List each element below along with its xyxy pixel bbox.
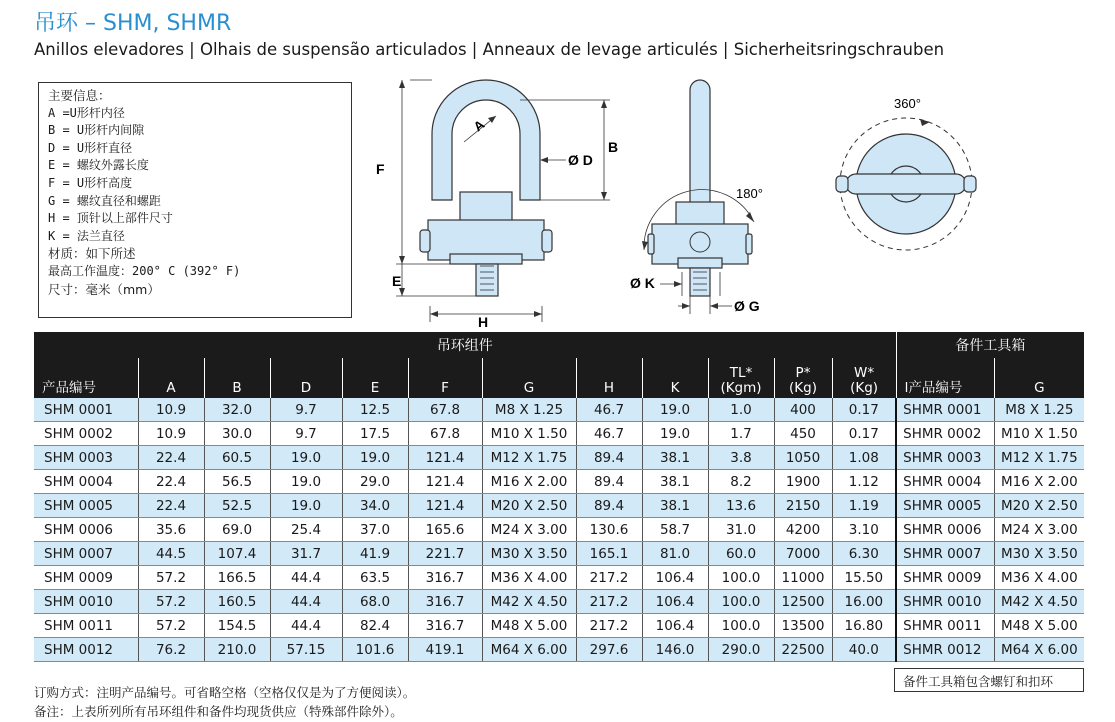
table-cell: 17.5 (342, 422, 408, 446)
table-cell: 121.4 (408, 470, 482, 494)
table-cell: 19.0 (642, 422, 708, 446)
table-cell: 210.0 (204, 638, 270, 662)
column-header: B (204, 358, 270, 398)
table-cell: 38.1 (642, 446, 708, 470)
table-cell: 217.2 (576, 614, 642, 638)
table-row (34, 470, 1084, 494)
table-cell: SHM 0004 (34, 470, 138, 494)
table-cell: SHMR 0009 (896, 566, 994, 590)
table-cell: SHM 0006 (34, 518, 138, 542)
table-cell: M30 X 3.50 (482, 542, 576, 566)
table-cell: 16.80 (832, 614, 896, 638)
legend-heading: 主要信息： (48, 88, 111, 103)
table-cell: 38.1 (642, 494, 708, 518)
table-cell: 19.0 (642, 398, 708, 422)
table-cell: SHM 0001 (34, 398, 138, 422)
table-cell: M42 X 4.50 (482, 590, 576, 614)
table-cell: SHM 0010 (34, 590, 138, 614)
table-cell: 221.7 (408, 542, 482, 566)
table-cell: M10 X 1.50 (482, 422, 576, 446)
angle-label-180: 180° (736, 186, 763, 201)
table-cell: 419.1 (408, 638, 482, 662)
table-row (34, 494, 1084, 518)
table-cell: 19.0 (270, 470, 342, 494)
table-cell: SHMR 0007 (896, 542, 994, 566)
column-header: D (270, 358, 342, 398)
table-cell: M48 X 5.00 (994, 614, 1084, 638)
legend-item: G = 螺纹直径和螺距 (48, 193, 161, 208)
dim-label-E: E (392, 273, 402, 289)
table-cell: 3.10 (832, 518, 896, 542)
table-cell: 13500 (774, 614, 832, 638)
table-cell: 63.5 (342, 566, 408, 590)
table-cell: 81.0 (642, 542, 708, 566)
table-cell: 19.0 (270, 494, 342, 518)
table-cell: 57.2 (138, 566, 204, 590)
table-cell: 15.50 (832, 566, 896, 590)
table-cell: 57.2 (138, 590, 204, 614)
table-cell: 89.4 (576, 446, 642, 470)
table-cell: SHMR 0001 (896, 398, 994, 422)
column-header: K (642, 358, 708, 398)
column-header: H (576, 358, 642, 398)
table-cell: 1900 (774, 470, 832, 494)
table-cell: 60.0 (708, 542, 774, 566)
table-cell: 316.7 (408, 590, 482, 614)
table-cell: 316.7 (408, 614, 482, 638)
table-cell: 16.00 (832, 590, 896, 614)
table-cell: 217.2 (576, 566, 642, 590)
table-cell: M20 X 2.50 (482, 494, 576, 518)
table-cell: 450 (774, 422, 832, 446)
order-note: 订购方式：注明产品编号。可省略空格（空格仅仅是为了方便阅读）。 (34, 685, 416, 700)
group-header-assembly: 吊环组件 (34, 332, 896, 358)
table-cell: M16 X 2.00 (482, 470, 576, 494)
table-cell: M64 X 6.00 (994, 638, 1084, 662)
table-row (34, 398, 1084, 422)
table-cell: 30.0 (204, 422, 270, 446)
column-header: 产品编号 (34, 358, 138, 398)
table-cell: M10 X 1.50 (994, 422, 1084, 446)
table-cell: SHMR 0002 (896, 422, 994, 446)
table-cell: M12 X 1.75 (482, 446, 576, 470)
table-cell: 58.7 (642, 518, 708, 542)
table-cell: 44.4 (270, 590, 342, 614)
legend-item: K = 法兰直径 (48, 228, 125, 243)
table-cell: 89.4 (576, 494, 642, 518)
table-cell: 1050 (774, 446, 832, 470)
side-view-drawing (630, 74, 790, 330)
table-cell: 46.7 (576, 422, 642, 446)
table-cell: SHM 0005 (34, 494, 138, 518)
table-cell: 25.4 (270, 518, 342, 542)
table-cell: 19.0 (342, 446, 408, 470)
table-cell: 35.6 (138, 518, 204, 542)
table-cell: 165.1 (576, 542, 642, 566)
legend-item: F = U形杆高度 (48, 175, 133, 190)
legend-item: H = 顶针以上部件尺寸 (48, 211, 173, 226)
table-row (34, 422, 1084, 446)
table-cell: SHMR 0011 (896, 614, 994, 638)
table-cell: 101.6 (342, 638, 408, 662)
dim-label-A: A (470, 116, 488, 135)
table-cell: 32.0 (204, 398, 270, 422)
dim-label-G: Ø G (734, 298, 760, 314)
column-header: TL* (Kgm) (708, 358, 774, 398)
table-cell: SHM 0002 (34, 422, 138, 446)
table-cell: 1.0 (708, 398, 774, 422)
table-cell: 0.17 (832, 422, 896, 446)
table-cell: 106.4 (642, 566, 708, 590)
table-cell: 9.7 (270, 422, 342, 446)
table-cell: 13.6 (708, 494, 774, 518)
table-cell: SHM 0003 (34, 446, 138, 470)
table-cell: 1.7 (708, 422, 774, 446)
legend-item: B = U形杆内间隙 (48, 123, 145, 138)
table-cell: SHM 0011 (34, 614, 138, 638)
legend-max-temp: 最高工作温度：200° C (392° F) (48, 263, 241, 278)
table-cell: SHMR 0006 (896, 518, 994, 542)
table-cell: 56.5 (204, 470, 270, 494)
table-cell: 57.2 (138, 614, 204, 638)
table-cell: 44.5 (138, 542, 204, 566)
table-cell: 22.4 (138, 494, 204, 518)
remark-note: 备注：上表所列所有吊环组件和备件均现货供应（特殊部件除外）。 (34, 704, 403, 719)
spec-table (34, 332, 1084, 662)
table-cell: 31.7 (270, 542, 342, 566)
column-header: P* (Kg) (774, 358, 832, 398)
table-cell: M36 X 4.00 (482, 566, 576, 590)
table-row (34, 518, 1084, 542)
table-cell: 107.4 (204, 542, 270, 566)
dim-label-B: B (608, 139, 619, 155)
table-cell: M42 X 4.50 (994, 590, 1084, 614)
table-cell: 22500 (774, 638, 832, 662)
table-cell: 46.7 (576, 398, 642, 422)
table-row (34, 542, 1084, 566)
table-row (34, 638, 1084, 662)
table-cell: 1.12 (832, 470, 896, 494)
page-title: 吊环 – SHM, SHMR (34, 11, 232, 36)
table-cell: 10.9 (138, 422, 204, 446)
table-cell: 121.4 (408, 494, 482, 518)
table-cell: 68.0 (342, 590, 408, 614)
table-cell: 89.4 (576, 470, 642, 494)
table-cell: M20 X 2.50 (994, 494, 1084, 518)
table-cell: 22.4 (138, 446, 204, 470)
table-cell: SHM 0007 (34, 542, 138, 566)
table-cell: 82.4 (342, 614, 408, 638)
table-cell: 160.5 (204, 590, 270, 614)
table-cell: SHMR 0005 (896, 494, 994, 518)
table-cell: 34.0 (342, 494, 408, 518)
legend-item: E = 螺纹外露长度 (48, 158, 149, 173)
table-cell: M8 X 1.25 (482, 398, 576, 422)
table-row (34, 590, 1084, 614)
page-subtitle: Anillos elevadores | Olhais de suspensão articulados | Anneaux de levage articulés | Sicherheitsringschrauben (34, 40, 945, 59)
table-row (34, 446, 1084, 470)
legend-units: 尺寸：毫米（mm） (48, 281, 160, 297)
table-cell: 106.4 (642, 614, 708, 638)
table-cell: 297.6 (576, 638, 642, 662)
top-view-drawing (830, 74, 990, 274)
table-cell: M36 X 4.00 (994, 566, 1084, 590)
table-cell: 100.0 (708, 614, 774, 638)
table-cell: SHMR 0004 (896, 470, 994, 494)
table-cell: 76.2 (138, 638, 204, 662)
table-cell: 1.08 (832, 446, 896, 470)
table-cell: SHM 0012 (34, 638, 138, 662)
table-cell: 52.5 (204, 494, 270, 518)
table-cell: SHMR 0012 (896, 638, 994, 662)
dim-label-D: Ø D (568, 152, 593, 168)
dim-label-K: Ø K (630, 275, 655, 291)
table-cell: 0.17 (832, 398, 896, 422)
table-cell: 1.19 (832, 494, 896, 518)
table-cell: 100.0 (708, 566, 774, 590)
table-cell: 121.4 (408, 446, 482, 470)
table-cell: 44.4 (270, 614, 342, 638)
table-cell: 290.0 (708, 638, 774, 662)
table-cell: M12 X 1.75 (994, 446, 1084, 470)
table-cell: 4200 (774, 518, 832, 542)
table-cell: 100.0 (708, 590, 774, 614)
legend-item: A =U形杆内径 (48, 105, 125, 120)
legend-material: 材质：如下所述 (48, 246, 136, 262)
table-cell: 69.0 (204, 518, 270, 542)
table-cell: 3.8 (708, 446, 774, 470)
table-row (34, 614, 1084, 638)
table-cell: 29.0 (342, 470, 408, 494)
dim-label-F: F (376, 161, 385, 177)
front-view-drawing (370, 74, 620, 330)
dim-label-H: H (478, 314, 489, 330)
table-cell: M64 X 6.00 (482, 638, 576, 662)
table-cell: 316.7 (408, 566, 482, 590)
angle-label-360: 360° (894, 96, 921, 111)
table-cell: 31.0 (708, 518, 774, 542)
table-cell: 22.4 (138, 470, 204, 494)
table-cell: SHMR 0003 (896, 446, 994, 470)
table-cell: 67.8 (408, 398, 482, 422)
table-cell: 38.1 (642, 470, 708, 494)
table-cell: 7000 (774, 542, 832, 566)
table-cell: 146.0 (642, 638, 708, 662)
table-cell: 41.9 (342, 542, 408, 566)
table-cell: 57.15 (270, 638, 342, 662)
column-header: W* (Kg) (832, 358, 896, 398)
table-cell: 44.4 (270, 566, 342, 590)
table-cell: 19.0 (270, 446, 342, 470)
column-header: G (994, 358, 1084, 398)
table-cell: M24 X 3.00 (482, 518, 576, 542)
table-cell: M30 X 3.50 (994, 542, 1084, 566)
table-cell: 166.5 (204, 566, 270, 590)
table-row (34, 566, 1084, 590)
group-header-kit: 备件工具箱 (896, 332, 1084, 358)
table-cell: 154.5 (204, 614, 270, 638)
table-cell: M24 X 3.00 (994, 518, 1084, 542)
table-cell: 106.4 (642, 590, 708, 614)
table-cell: 60.5 (204, 446, 270, 470)
table-cell: 12500 (774, 590, 832, 614)
table-cell: 130.6 (576, 518, 642, 542)
table-cell: SHMR 0010 (896, 590, 994, 614)
table-cell: 37.0 (342, 518, 408, 542)
table-cell: 6.30 (832, 542, 896, 566)
table-cell: 217.2 (576, 590, 642, 614)
column-header: G (482, 358, 576, 398)
legend-item: D = U形杆直径 (48, 140, 133, 155)
key-info-box (38, 82, 352, 318)
table-cell: 10.9 (138, 398, 204, 422)
table-cell: 11000 (774, 566, 832, 590)
column-header: E (342, 358, 408, 398)
column-header: l产品编号 (896, 358, 994, 398)
kit-note: 备件工具箱包含螺钉和扣环 (894, 668, 1084, 692)
column-header: F (408, 358, 482, 398)
table-cell: 40.0 (832, 638, 896, 662)
table-cell: 12.5 (342, 398, 408, 422)
table-cell: 67.8 (408, 422, 482, 446)
table-cell: M48 X 5.00 (482, 614, 576, 638)
table-cell: 2150 (774, 494, 832, 518)
table-cell: M16 X 2.00 (994, 470, 1084, 494)
table-cell: SHM 0009 (34, 566, 138, 590)
table-cell: 8.2 (708, 470, 774, 494)
table-cell: 165.6 (408, 518, 482, 542)
column-header: A (138, 358, 204, 398)
table-cell: 9.7 (270, 398, 342, 422)
table-cell: 400 (774, 398, 832, 422)
table-cell: M8 X 1.25 (994, 398, 1084, 422)
